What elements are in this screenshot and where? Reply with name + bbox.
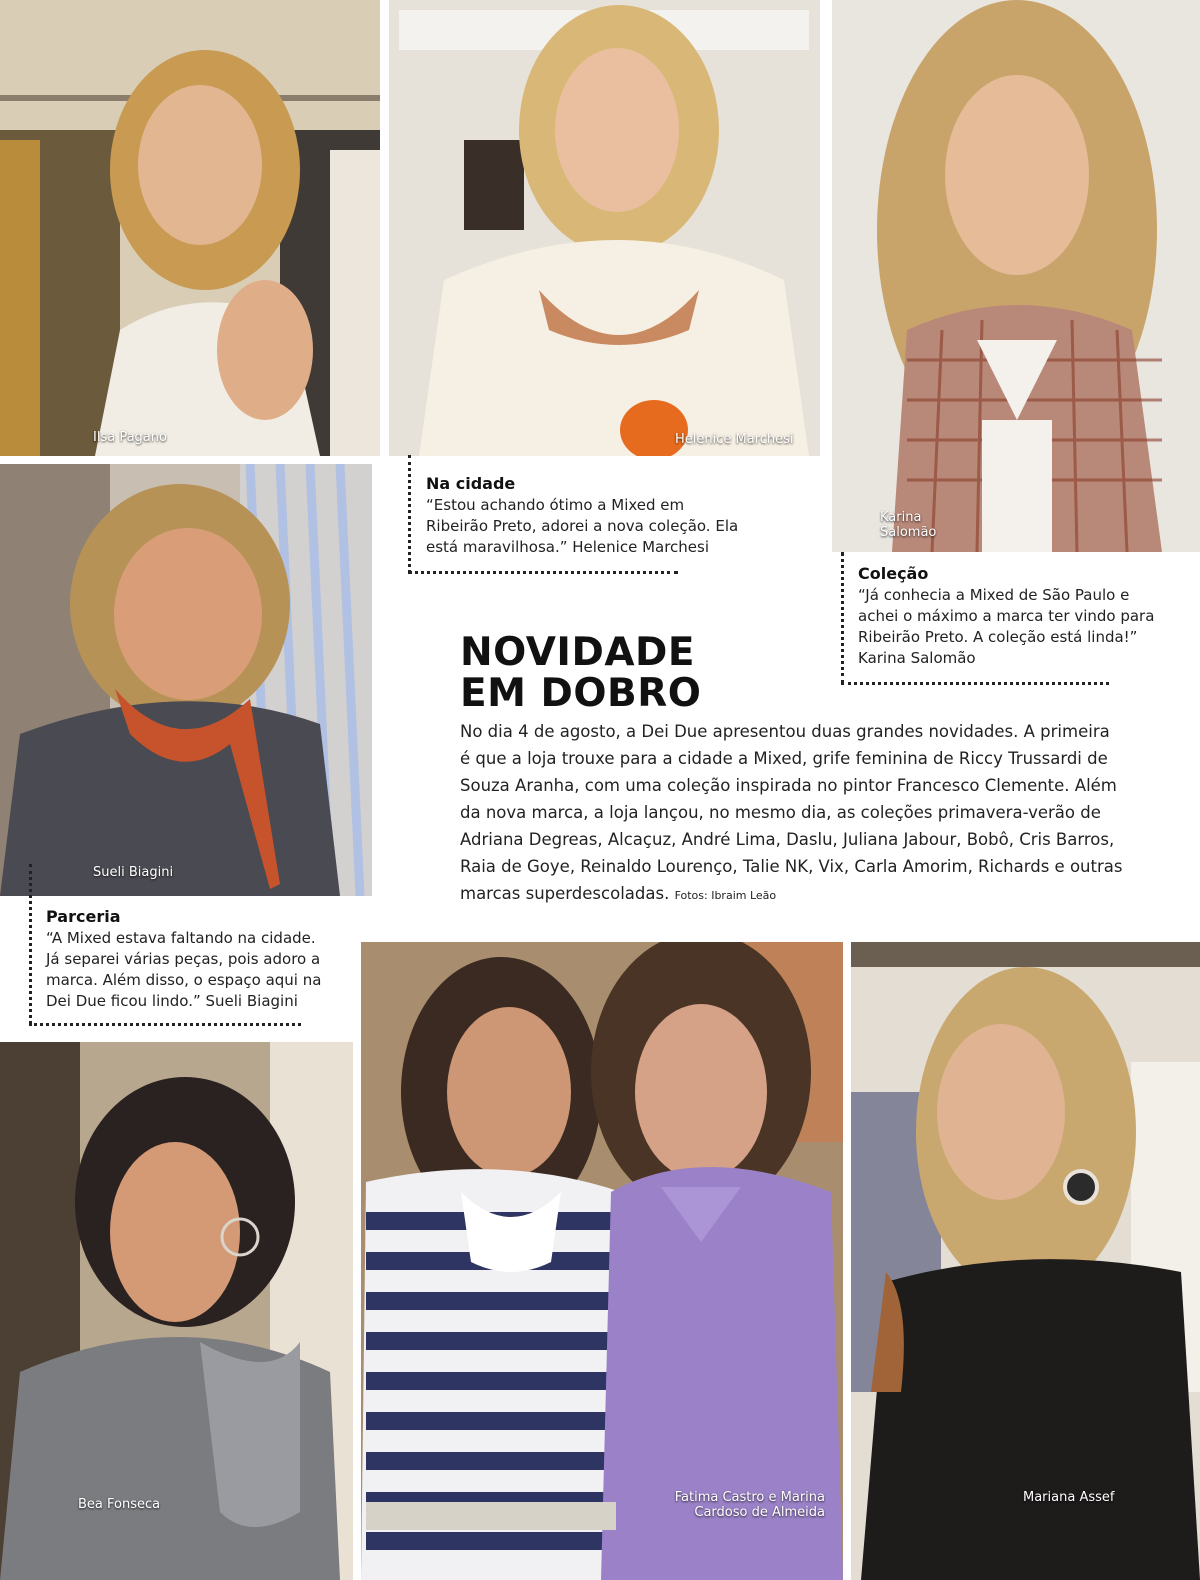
quote-title: Na cidade	[426, 474, 516, 493]
quote-line: está maravilhosa.” Helenice Marchesi	[426, 538, 710, 556]
caption-helenice-marchesi: Helenice Marchesi	[675, 432, 794, 447]
caption-karina-salomao	[880, 510, 936, 540]
quote-divider-horizontal	[408, 571, 678, 574]
quote-line: Karina Salomão	[858, 649, 976, 667]
quote-line: achei o máximo a marca ter vindo para	[858, 607, 1155, 625]
article-body	[460, 718, 1150, 909]
caption-mariana-assef: Mariana Assef	[1023, 1490, 1115, 1505]
caption-sueli-biagini: Sueli Biagini	[93, 865, 174, 880]
quote-parceria	[46, 906, 321, 1012]
quote-divider-horizontal	[29, 1023, 301, 1026]
body-line: No dia 4 de agosto, a Dei Due apresentou duas grandes novidades. A primeira	[460, 722, 1110, 741]
body-line: é que a loja trouxe para a cidade a Mixed, grife feminina de Riccy Trussardi de	[460, 749, 1108, 768]
headline-line: EM DOBRO	[460, 671, 702, 716]
quote-divider-vertical	[29, 864, 32, 1024]
headline-line: NOVIDADE	[460, 630, 696, 675]
photo-credit: Fotos: Ibraim Leão	[674, 889, 777, 902]
quote-na-cidade	[426, 473, 738, 558]
article-headline	[460, 632, 701, 714]
body-line: marcas superdescoladas.	[460, 884, 670, 903]
photo-mariana-assef	[851, 942, 1200, 1580]
photo-sueli-biagini	[0, 464, 372, 896]
body-line: Adriana Degreas, Alcaçuz, André Lima, Daslu, Juliana Jabour, Bobô, Cris Barros,	[460, 830, 1115, 849]
caption-fatima-line1: Fatima Castro e Marina	[674, 1490, 825, 1505]
photo-karina-salomao	[832, 0, 1200, 552]
quote-colecao	[858, 563, 1154, 669]
caption-ilsa-pagano: Ilsa Pagano	[93, 430, 167, 445]
quote-title: Coleção	[858, 564, 929, 583]
photo-fatima-marina	[361, 942, 843, 1580]
quote-line: “Estou achando ótimo a Mixed em	[426, 496, 685, 514]
quote-line: “A Mixed estava faltando na cidade.	[46, 929, 316, 947]
photo-bea-fonseca	[0, 1042, 353, 1580]
quote-line: marca. Além disso, o espaço aqui na	[46, 971, 322, 989]
caption-fatima-marina	[655, 1490, 825, 1520]
body-line: Raia de Goye, Reinaldo Lourenço, Talie NK, Vix, Carla Amorim, Richards e outras	[460, 857, 1123, 876]
caption-karina-line1: Karina	[880, 510, 922, 525]
caption-karina-line2: Salomão	[880, 525, 937, 540]
photo-ilsa-pagano	[0, 0, 380, 456]
photo-helenice-marchesi	[389, 0, 820, 456]
quote-line: Já separei várias peças, pois adoro a	[46, 950, 321, 968]
quote-line: Dei Due ficou lindo.” Sueli Biagini	[46, 992, 298, 1010]
quote-line: “Já conhecia a Mixed de São Paulo e	[858, 586, 1130, 604]
caption-bea-fonseca: Bea Fonseca	[78, 1497, 161, 1512]
quote-divider-horizontal	[841, 682, 1109, 685]
quote-title: Parceria	[46, 907, 121, 926]
quote-divider-vertical	[841, 552, 844, 684]
quote-line: Ribeirão Preto. A coleção está linda!”	[858, 628, 1138, 646]
body-line: Souza Aranha, com uma coleção inspirada no pintor Francesco Clemente. Além	[460, 776, 1117, 795]
body-line: da nova marca, a loja lançou, no mesmo dia, as coleções primavera-verão de	[460, 803, 1101, 822]
quote-divider-vertical	[408, 455, 411, 573]
caption-fatima-line2: Cardoso de Almeida	[694, 1505, 825, 1520]
quote-line: Ribeirão Preto, adorei a nova coleção. Ela	[426, 517, 739, 535]
